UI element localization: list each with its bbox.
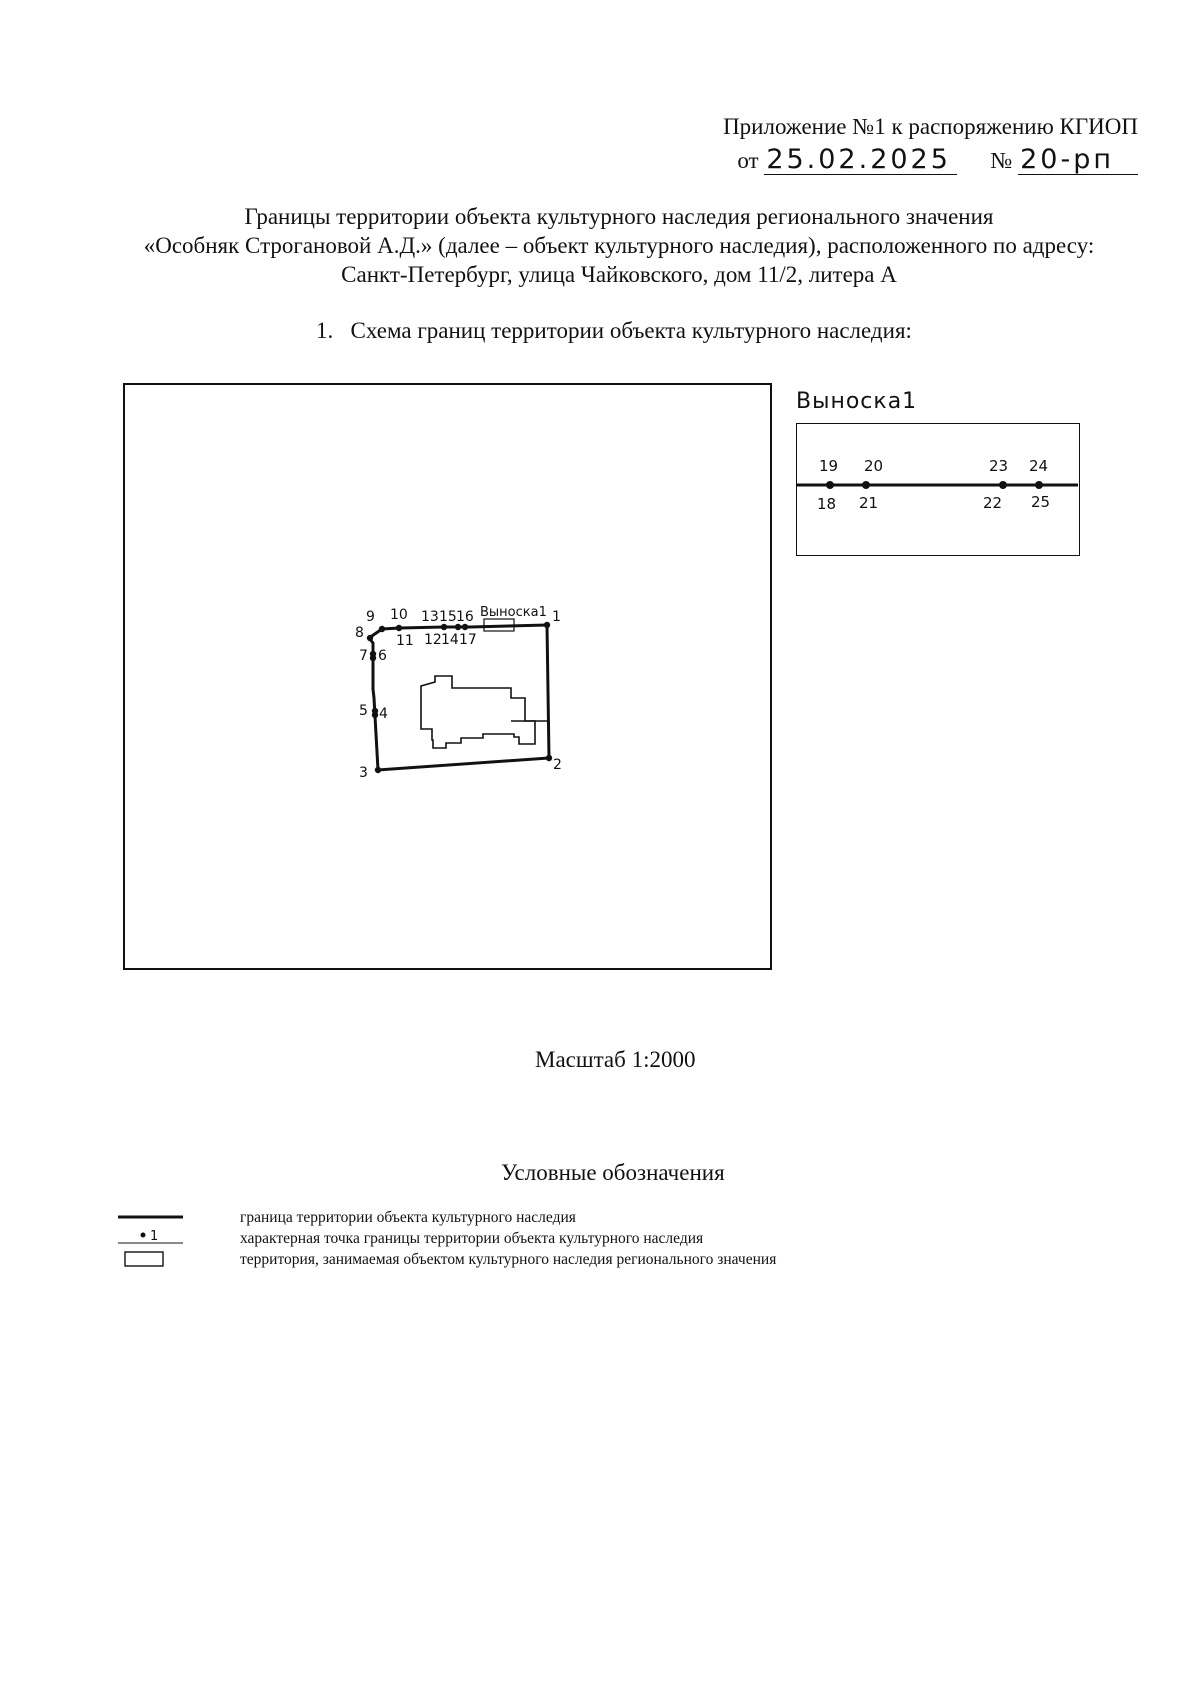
- vertex-2: [546, 755, 552, 761]
- callout-vertex-24-25: [1035, 481, 1043, 489]
- title-line-2: «Особняк Строгановой А.Д.» (далее – объект культурного наследия), расположенного по адресу:: [143, 233, 1095, 258]
- label-point-8: 8: [355, 625, 364, 641]
- date-prefix: от: [737, 148, 759, 173]
- label-point-4: 4: [379, 706, 388, 722]
- vertex-5: [372, 708, 378, 714]
- legend-item-boundary: граница территории объекта культурного наследия: [240, 1209, 576, 1226]
- callout-label-18: 18: [817, 495, 837, 513]
- label-point-12: 12: [424, 632, 442, 648]
- vertex-8: [367, 635, 373, 641]
- label-point-9: 9: [366, 609, 375, 625]
- document-title: [0, 202, 1200, 289]
- boundary-map: [123, 383, 772, 970]
- label-point-17: 17: [459, 632, 477, 648]
- label-point-3: 3: [359, 765, 368, 781]
- label-point-11: 11: [396, 633, 414, 649]
- callout-label-25: 25: [1031, 493, 1051, 511]
- appendix-header: [723, 112, 1138, 176]
- label-point-7: 7: [359, 648, 368, 664]
- label-point-16: 16: [456, 609, 474, 625]
- label-callout-on-map: Выноска1: [480, 605, 547, 620]
- map-scale: Масштаб 1:2000: [535, 1047, 696, 1072]
- label-point-14: 14: [441, 632, 459, 648]
- label-point-1: 1: [552, 609, 561, 625]
- callout-label-23: 23: [989, 457, 1009, 475]
- callout-label-21: 21: [859, 494, 879, 512]
- label-point-15: 15: [439, 609, 457, 625]
- vertex-10: [396, 625, 402, 631]
- callout-label-19: 19: [819, 457, 839, 475]
- legend-item-territory: территория, занимаемая объектом культурного наследия регионального значения: [240, 1251, 777, 1268]
- legend-item-point: характерная точка границы территории объекта культурного наследия: [240, 1230, 704, 1247]
- section-label: Схема границ территории объекта культурного наследия:: [350, 318, 912, 343]
- legend-point-symbol: [141, 1233, 146, 1238]
- callout-title: Выноска1: [796, 389, 918, 414]
- legend-point-number: 1: [150, 1229, 159, 1244]
- callout-detail: [796, 423, 1080, 556]
- label-point-2: 2: [553, 757, 562, 773]
- section-number: 1.: [316, 318, 334, 343]
- callout-vertex-20-21: [862, 481, 870, 489]
- order-number: 20-рп: [1018, 146, 1138, 175]
- callout-label-24: 24: [1029, 457, 1049, 475]
- boundary-map-drawing: [125, 385, 770, 968]
- vertex-3: [375, 767, 381, 773]
- legend-title: Условные обозначения: [501, 1160, 725, 1185]
- order-reference: [723, 146, 1138, 176]
- title-line-1: Границы территории объекта культурного наследия регионального значения: [244, 204, 994, 229]
- label-point-10: 10: [390, 607, 408, 623]
- section-heading: [316, 318, 912, 344]
- vertex-7: [370, 651, 376, 657]
- label-point-6: 6: [378, 648, 387, 664]
- vertex-1: [544, 622, 550, 628]
- appendix-label: Приложение №1 к распоряжению КГИОП: [723, 114, 1138, 139]
- label-point-13: 13: [421, 609, 439, 625]
- callout-vertex-22-23: [999, 481, 1007, 489]
- number-prefix: №: [990, 148, 1013, 173]
- label-point-5: 5: [359, 703, 368, 719]
- legend-territory-symbol: [125, 1252, 163, 1266]
- title-line-3: Санкт-Петербург, улица Чайковского, дом 11/2, литера А: [341, 262, 897, 287]
- order-date: 25.02.2025: [764, 146, 957, 175]
- heritage-building-outline: [421, 676, 535, 748]
- callout-label-22: 22: [983, 494, 1003, 512]
- callout-vertex-18-19: [826, 481, 834, 489]
- callout-drawing: [797, 424, 1078, 554]
- callout-label-20: 20: [864, 457, 884, 475]
- vertex-9: [379, 626, 385, 632]
- legend-symbols: [115, 1210, 187, 1270]
